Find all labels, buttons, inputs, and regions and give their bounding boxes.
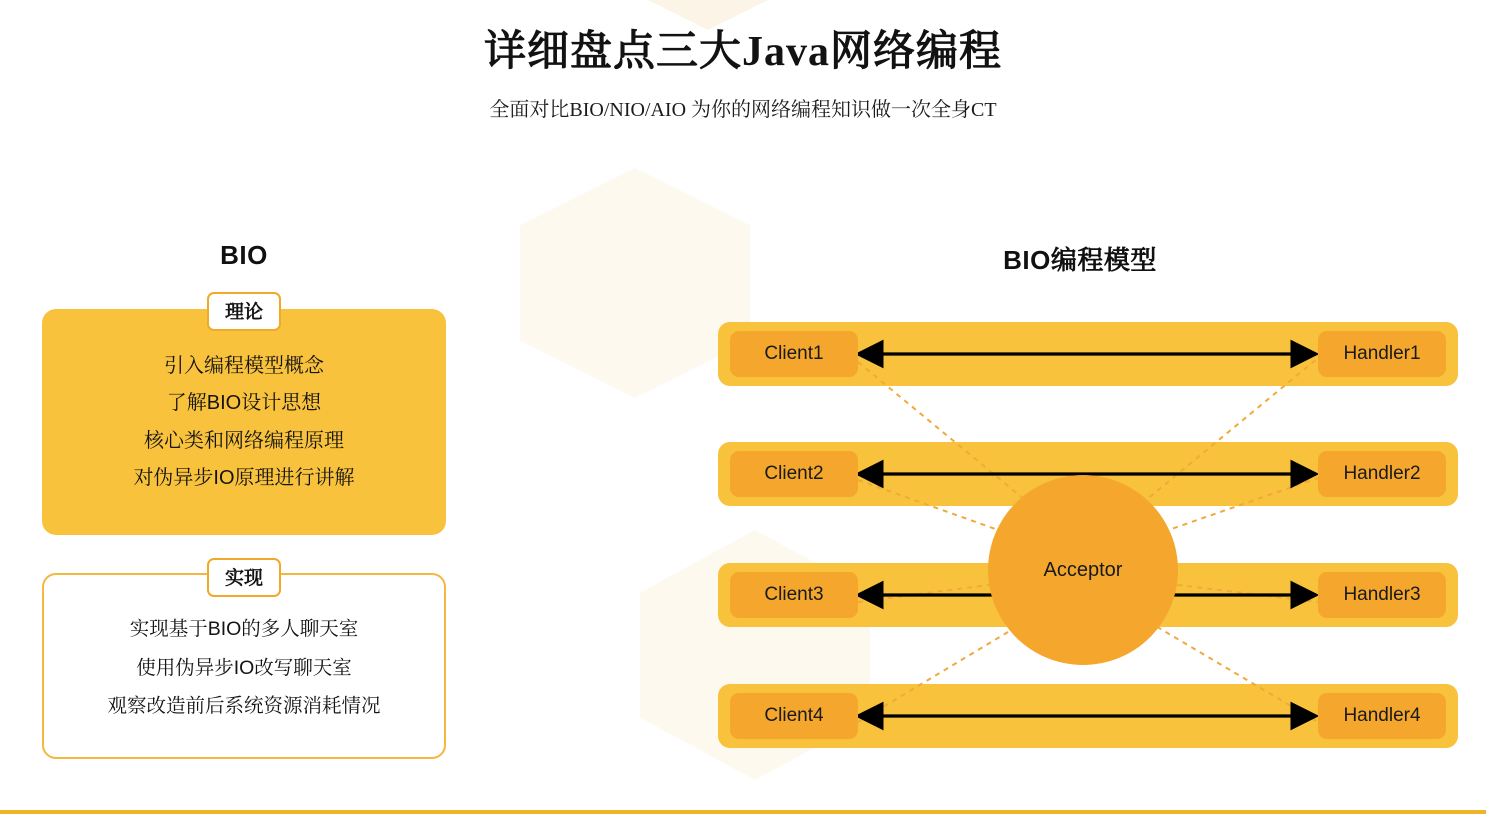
page-header [0, 26, 1486, 123]
client-node-1[interactable]: Client1 [730, 331, 858, 377]
theory-card [42, 302, 446, 535]
client-node-2[interactable]: Client2 [730, 451, 858, 497]
handler-node-3[interactable]: Handler3 [1318, 572, 1446, 618]
theory-card-line: 核心类和网络编程原理 [144, 429, 344, 452]
handler-node-2[interactable]: Handler2 [1318, 451, 1446, 497]
theory-card-line: 了解BIO设计思想 [166, 392, 322, 415]
theory-card-line: 引入编程模型概念 [164, 355, 324, 377]
implementation-card-line: 实现基于BIO的多人聊天室 [129, 618, 359, 640]
bio-programming-model-diagram [718, 322, 1458, 772]
page-subtitle: 全面对比BIO/NIO/AIO 为你的网络编程知识做一次全身CT [489, 98, 997, 121]
client-node-3[interactable]: Client3 [730, 572, 858, 618]
page-title: 详细盘点三大Java网络编程 [483, 29, 1002, 75]
implementation-card-line: 观察改造前后系统资源消耗情况 [107, 695, 381, 718]
implementation-card-tag: 实现 [207, 558, 281, 597]
handler-node-4[interactable]: Handler4 [1318, 693, 1446, 739]
right-section-heading: BIO编程模型 [1003, 245, 1157, 275]
handler-node-1[interactable]: Handler1 [1318, 331, 1446, 377]
implementation-card-line: 使用伪异步IO改写聊天室 [136, 656, 352, 679]
theory-card-tag: 理论 [207, 292, 281, 331]
right-column [700, 240, 1460, 277]
left-column [42, 240, 446, 759]
decorative-hexagon-left [520, 168, 750, 398]
theory-card-line: 对伪异步IO原理进行讲解 [133, 467, 355, 490]
acceptor-node[interactable]: Acceptor [988, 475, 1178, 665]
client-node-4[interactable]: Client4 [730, 693, 858, 739]
footer-divider [0, 810, 1486, 814]
left-section-heading: BIO [220, 240, 268, 270]
implementation-card [42, 568, 446, 759]
